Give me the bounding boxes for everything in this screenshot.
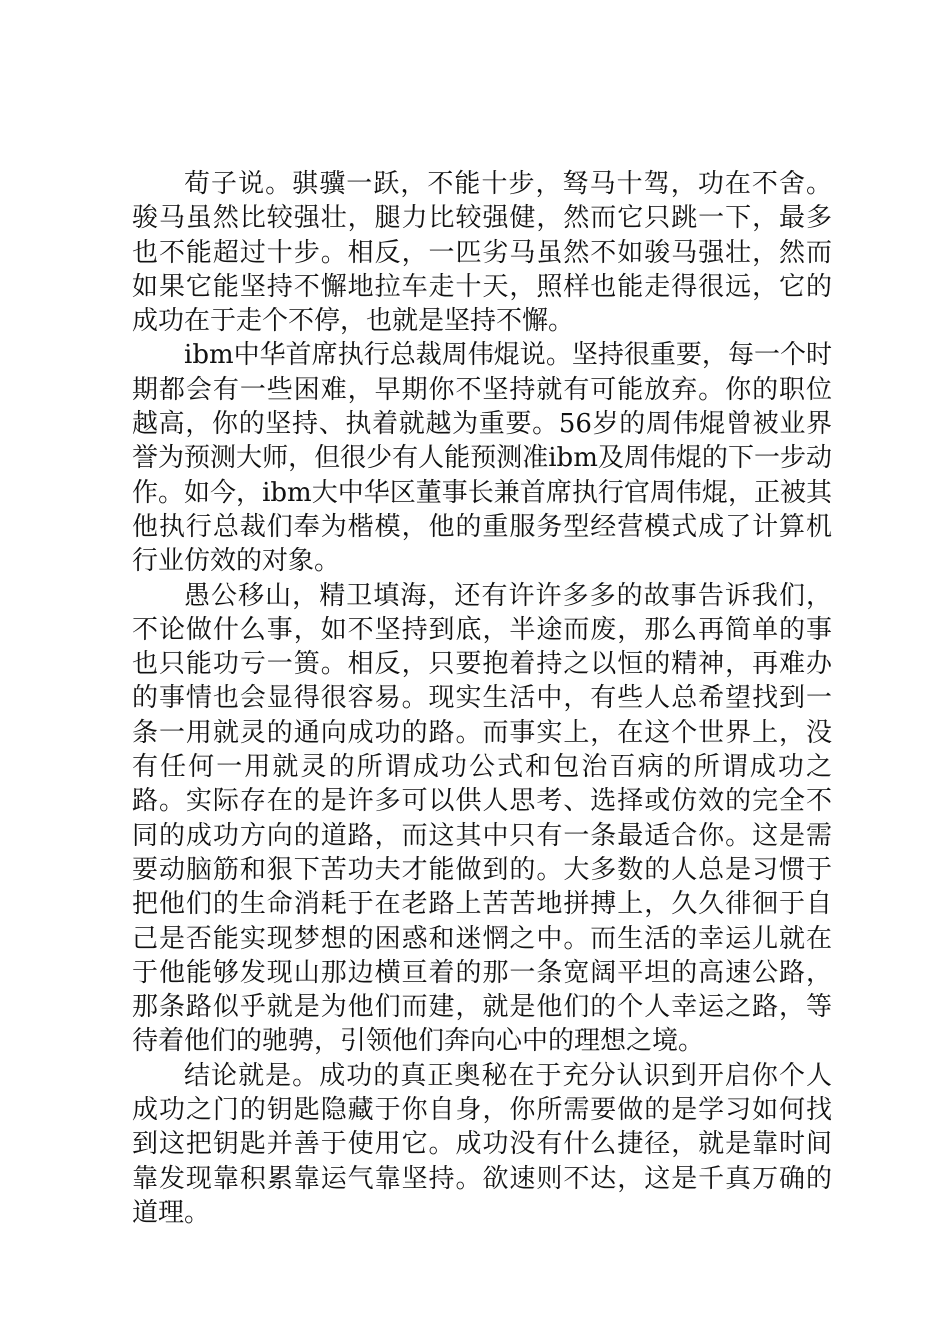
- paragraph-conclusion: 结论就是。成功的真正奥秘在于充分认识到开启你个人成功之门的钥匙隐藏于你自身，你所需要做的是学习如何找到这把钥匙并善于使用它。成功没有什么捷径，就是靠时间靠发现靠积累靠运气靠坚持。欲速则不达，这是千真万确的道理。: [132, 1060, 832, 1228]
- paragraph-xunzi: 荀子说。骐骥一跃，不能十步，驽马十驾，功在不舍。骏马虽然比较强壮，腿力比较强健，然而它只跳一下，最多也不能超过十步。相反，一匹劣马虽然不如骏马强壮，然而如果它能坚持不懈地拉车走十天，照样也能走得很远，它的成功在于走个不停，也就是坚持不懈。: [132, 169, 832, 337]
- document-body: [132, 167, 832, 1230]
- paragraph-yugong: 愚公移山，精卫填海，还有许许多多的故事告诉我们，不论做什么事，如不坚持到底，半途而废，那么再简单的事也只能功亏一篑。相反，只要抱着持之以恒的精神，再难办的事情也会显得很容易。现实生活中，有些人总希望找到一条一用就灵的通向成功的路。而事实上，在这个世界上，没有任何一用就灵的所谓成功公式和包治百病的所谓成功之路。实际存在的是许多可以供人思考、选择或仿效的完全不同的成功方向的道路，而这其中只有一条最适合你。这是需要动脑筋和狠下苦功夫才能做到的。大多数的人总是习惯于把他们的生命消耗于在老路上苦苦地拼搏上，久久徘徊于自己是否能实现梦想的困惑和迷惘之中。而生活的幸运儿就在于他能够发现山那边横亘着的那一条宽阔平坦的高速公路，那条路似乎就是为他们而建，就是他们的个人幸运之路，等待着他们的驰骋，引领他们奔向心中的理想之境。: [132, 580, 832, 1057]
- paragraph-ibm: ibm中华首席执行总裁周伟焜说。坚持很重要，每一个时期都会有一些困难，早期你不坚持就有可能放弃。你的职位越高，你的坚持、执着就越为重要。56岁的周伟焜曾被业界誉为预测大师，但很少有人能预测准ibm及周伟焜的下一步动作。如今，ibm大中华区董事长兼首席执行官周伟焜，正被其他执行总裁们奉为楷模，他的重服务型经营模式成了计算机行业仿效的对象。: [132, 340, 832, 577]
